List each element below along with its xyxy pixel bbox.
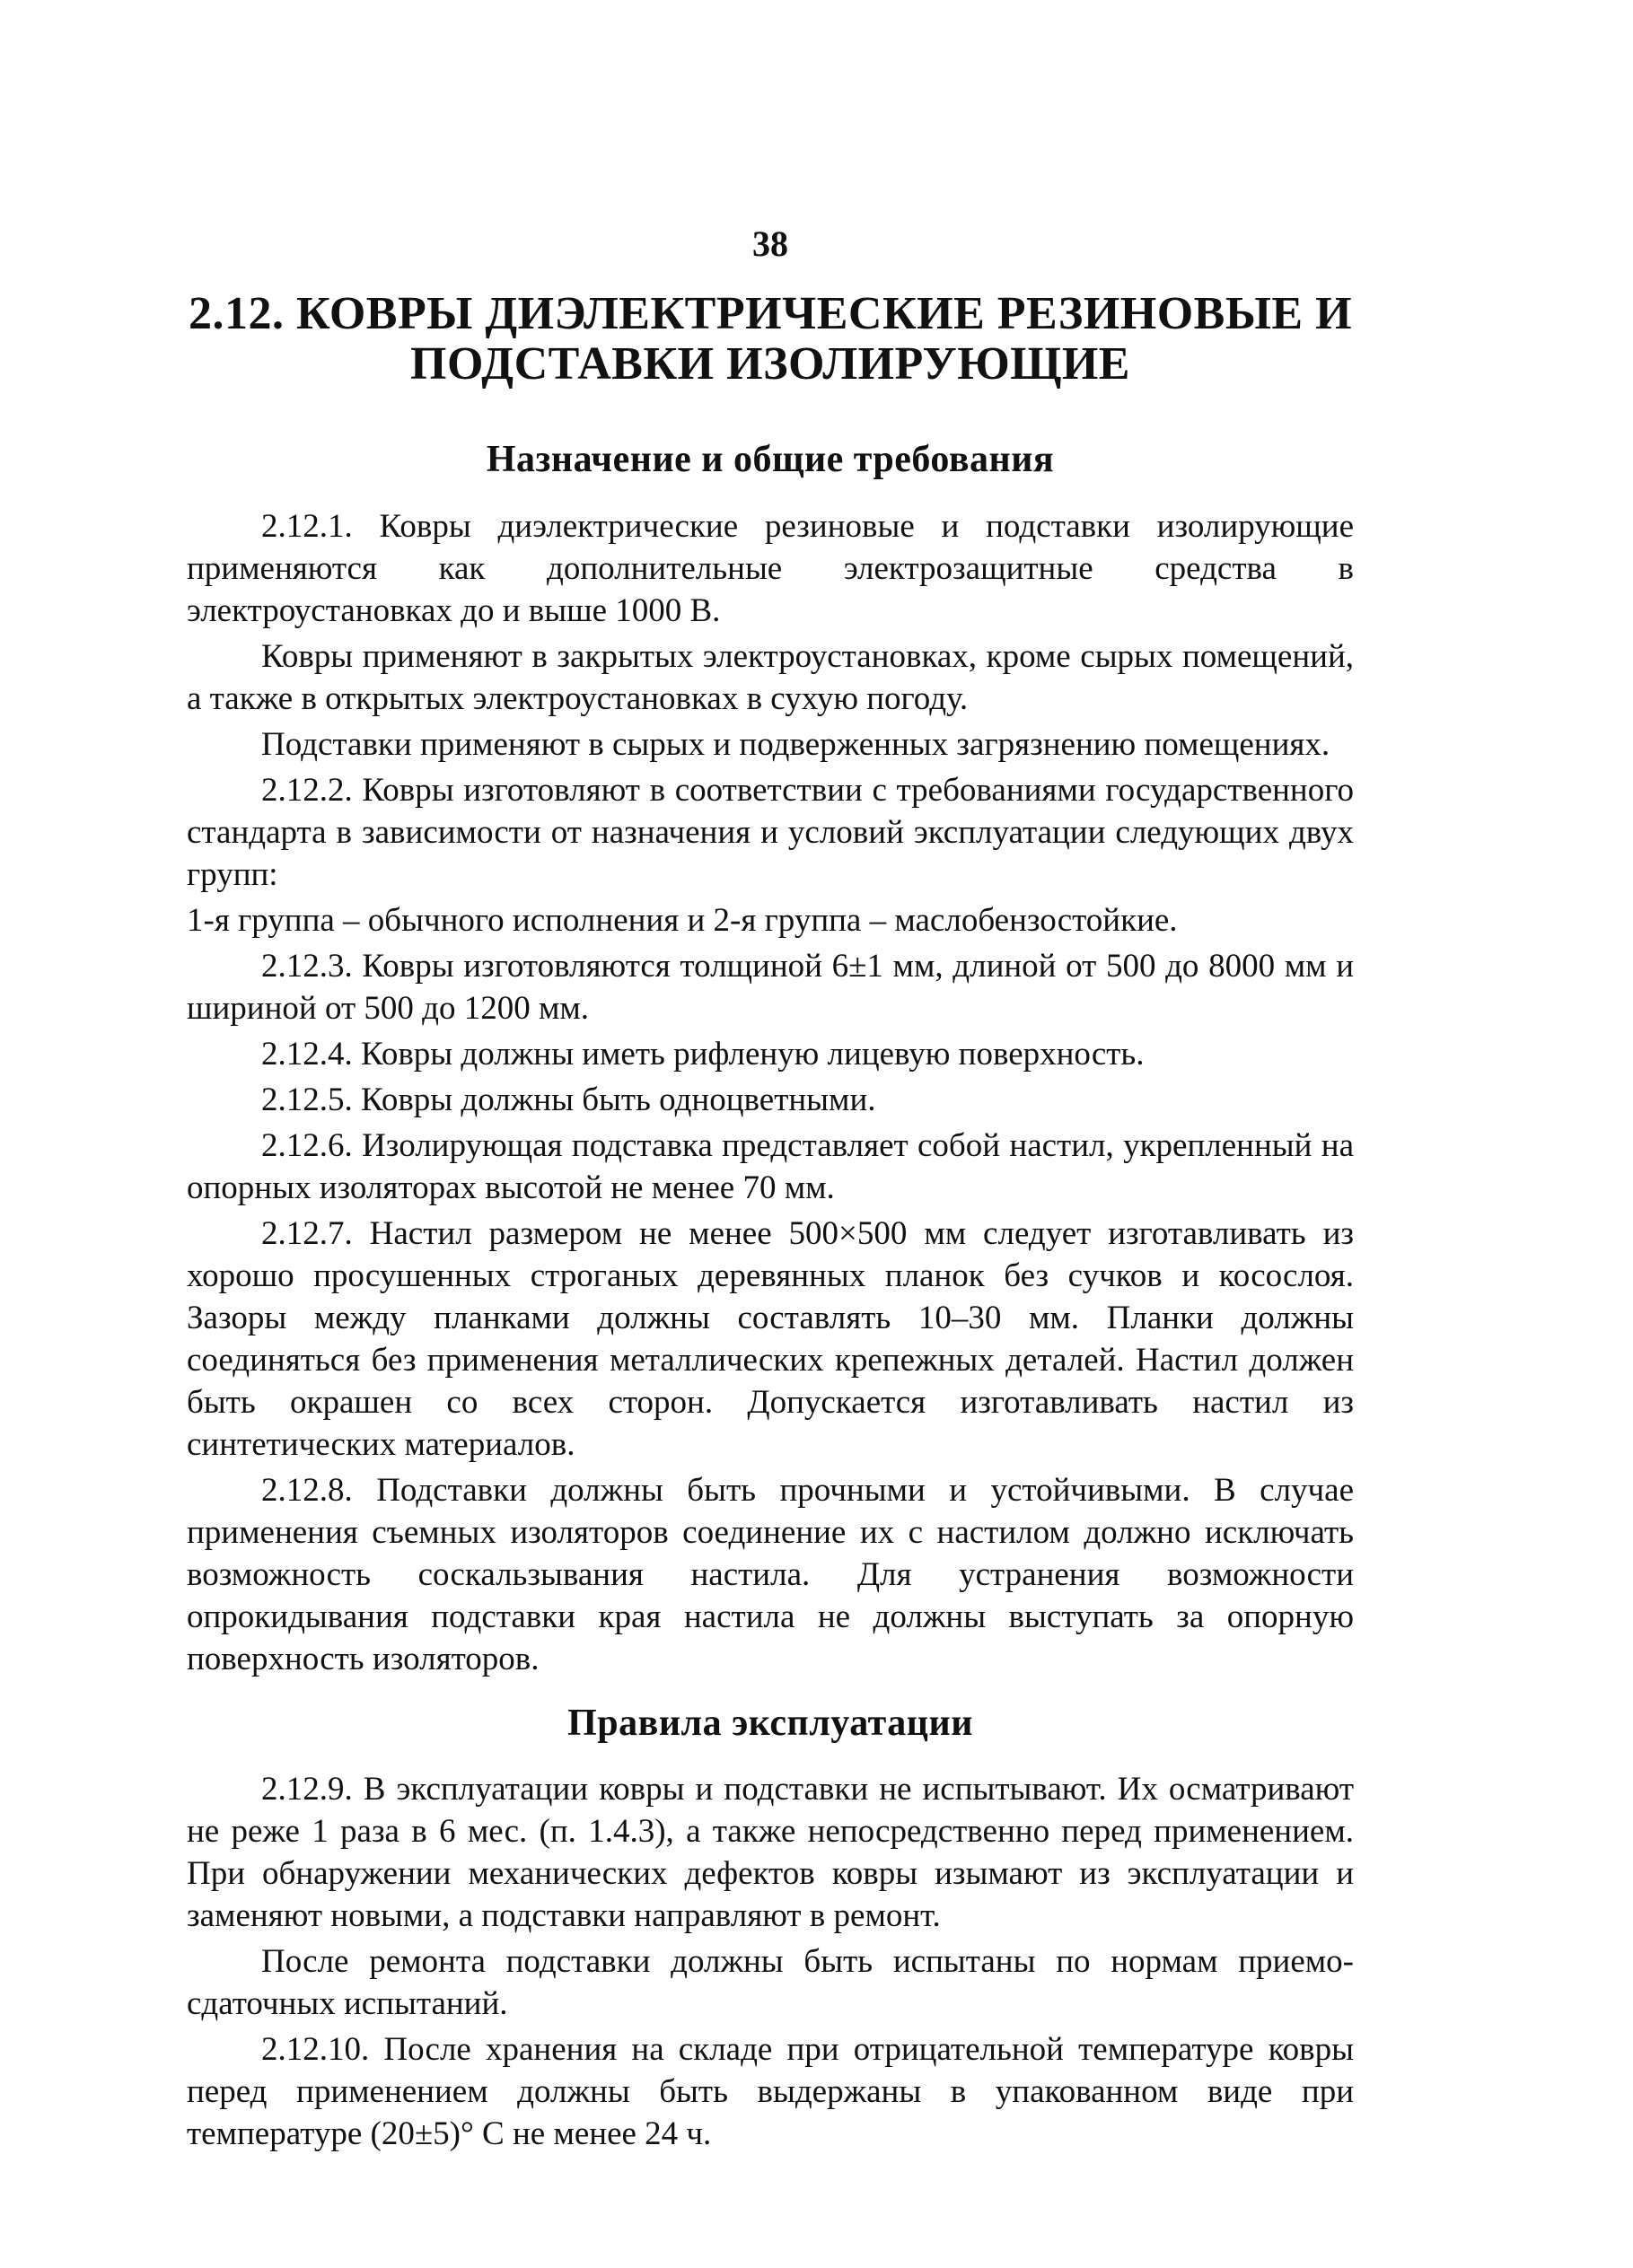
paragraph-2-12-7: 2.12.7. Настил размером не менее 500×500 мм следует изготавливать из хорошо просушенных строганых деревянных планок без сучков и косослоя. Зазоры между планками должны составлять 10–30 мм. Планки должны соединяться без применения металлических крепежных деталей. Настил должен быть окрашен со всех сторон. Допускается изготавливать настил из синтетических материалов. [187, 1214, 1354, 1463]
paragraph-groups: 1-я группа – обычного исполнения и 2-я группа – маслобензостойкие. [187, 901, 1178, 939]
paragraph-2-12-1: 2.12.1. Ковры диэлектрические резиновые и подставки изолирующие применяются как дополнительные электрозащитные средства в электроустановках до и выше 1000 В. [187, 507, 1354, 629]
paragraph-2-12-4: 2.12.4. Ковры должны иметь рифленую лицевую поверхность. [261, 1035, 1145, 1073]
paragraph-carpets-use: Ковры применяют в закрытых электроустановках, кроме сырых помещений, а также в открытых электроустановках в сухую погоду. [187, 637, 1354, 717]
paragraph-2-12-2: 2.12.2. Ковры изготовляют в соответствии с требованиями государственного стандарта в зависимости от назначения и условий эксплуатации следующих двух групп: [187, 771, 1354, 893]
paragraph-2-12-3: 2.12.3. Ковры изготовляются толщиной 6±1 мм, длиной от 500 до 8000 мм и шириной от 500 до 1200 мм. [187, 947, 1354, 1027]
paragraph-2-12-10: 2.12.10. После хранения на складе при отрицательной температуре ковры перед применением должны быть выдержаны в упакованном виде при температуре (20±5)° С не менее 24 ч. [187, 2030, 1354, 2152]
paragraph-stands-use: Подставки применяют в сырых и подверженных загрязнению помещениях. [261, 725, 1330, 763]
paragraph-2-12-9: 2.12.9. В эксплуатации ковры и подставки не испытывают. Их осматривают не реже 1 раза в 6 мес. (п. 1.4.3), а также непосредственно перед применением. При обнаружении механических дефектов ковры изымают из эксплуатации и заменяют новыми, а подставки направляют в ремонт. [187, 1770, 1354, 1934]
paragraph-2-12-6: 2.12.6. Изолирующая подставка представляет собой настил, укрепленный на опорных изоляторах высотой не менее 70 мм. [187, 1126, 1354, 1206]
section-heading-purpose: Назначение и общие требования [486, 439, 1055, 481]
paragraph-after-repair: После ремонта подставки должны быть испытаны по нормам приемо-сдаточных испытаний. [187, 1942, 1354, 2022]
document-page [187, 224, 1354, 2159]
page-number: 38 [752, 223, 788, 264]
chapter-title: 2.12. КОВРЫ ДИЭЛЕКТРИЧЕСКИЕ РЕЗИНОВЫЕ И ПОДСТАВКИ ИЗОЛИРУЮЩИЕ [188, 288, 1353, 390]
paragraph-2-12-5: 2.12.5. Ковры должны быть одноцветными. [261, 1081, 876, 1118]
section-heading-operation: Правила эксплуатации [567, 1702, 973, 1744]
paragraph-2-12-8: 2.12.8. Подставки должны быть прочными и устойчивыми. В случае применения съемных изоляторов соединение их с настилом должно исключать возможность соскальзывания настила. Для устранения возможности опрокидывания подставки края настила не должны выступать за опорную поверхность изоляторов. [187, 1471, 1354, 1677]
